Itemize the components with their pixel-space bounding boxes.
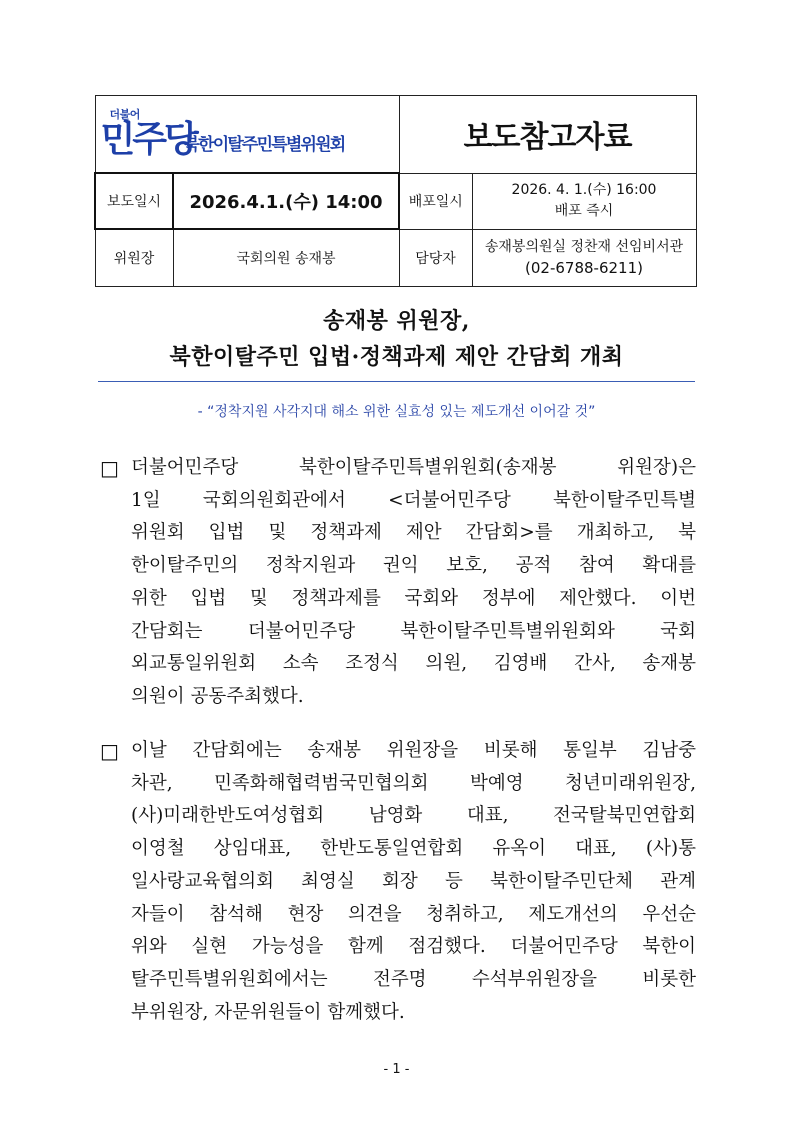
paragraph-line: 위한 입법 및 정책과제를 국회와 정부에 제안했다. 이번	[131, 587, 696, 609]
paragraph-line: 부위원장, 자문위원들이 함께했다.	[131, 1001, 405, 1023]
paragraph-line: 자들이 참석해 현장 의견을 청취하고, 제도개선의 우선순	[131, 903, 696, 925]
distribution-date-value	[472, 173, 696, 229]
checkbox-bullet: □	[100, 456, 119, 480]
paragraph-line: 일사랑교육협의회 최영실 회장 등 북한이탈주민단체 관계	[131, 870, 696, 892]
contact-label: 담당자	[399, 229, 472, 286]
paragraph-line: 의원이 공동주최했다.	[131, 685, 304, 707]
release-date-label: 보도일시	[95, 173, 173, 229]
contact-name: 송재봉의원실 정찬재 선임비서관	[484, 238, 684, 255]
distribution-datetime: 2026. 4. 1.(수) 16:00	[511, 182, 657, 198]
header-table	[94, 95, 697, 287]
document-type: 보도참고자료	[399, 96, 696, 174]
logo-small-text: 더불어	[109, 108, 140, 121]
paragraph-line: 차관, 민족화해협력범국민협의회 박예영 청년미래위원장,	[131, 772, 696, 794]
contact-phone: (02-6788-6211)	[525, 258, 643, 277]
paragraph-line: 한이탈주민의 정착지원과 권익 보호, 공적 참여 확대를	[131, 555, 696, 577]
chair-value: 국회의원 송재봉	[173, 229, 399, 286]
paragraph-line: 위와 실현 가능성을 함께 점검했다. 더불어민주당 북한이	[131, 936, 696, 958]
distribution-note: 배포 즉시	[554, 203, 614, 219]
paragraph-line: 이날 간담회에는 송재봉 위원장을 비롯해 통일부 김남중	[131, 740, 696, 761]
party-logo	[95, 96, 399, 174]
logo-committee-text: 북한이탈주민특별위원회	[183, 135, 345, 155]
paragraph-line: 더불어민주당 북한이탈주민특별위원회(송재봉 위원장)은	[131, 457, 696, 478]
logo-main-text: 민주당	[100, 119, 196, 160]
paragraph-line: 1일 국회의원회관에서 <더불어민주당 북한이탈주민특별	[131, 489, 696, 511]
paragraph-line: 위원회 입법 및 정책과제 제안 간담회>를 개최하고, 북	[131, 522, 696, 544]
paragraph-line: 외교통일위원회 소속 조정식 의원, 김영배 간사, 송재봉	[131, 653, 696, 675]
distribution-date-label: 배포일시	[399, 173, 472, 229]
paragraph-line: 이영철 상임대표, 한반도통일연합회 유옥이 대표, (사)통	[131, 838, 696, 860]
contact-value	[472, 229, 696, 286]
page-number: - 1 -	[383, 1062, 410, 1077]
release-date-value: 2026.4.1.(수) 14:00	[173, 173, 399, 229]
paragraph-2	[100, 735, 696, 1029]
divider	[98, 381, 695, 382]
paragraph-line: 간담회는 더불어민주당 북한이탈주민특별위원회와 국회	[131, 620, 696, 642]
headline-line-1: 송재봉 위원장,	[323, 308, 470, 334]
paragraph-line: 탈주민특별위원회에서는 전주명 수석부위원장을 비롯한	[131, 968, 696, 990]
paragraph-1	[100, 452, 696, 714]
checkbox-bullet: □	[100, 739, 119, 763]
paragraph-line: (사)미래한반도여성협회 남영화 대표, 전국탈북민연합회	[131, 805, 696, 827]
headline-line-2: 북한이탈주민 입법·정책과제 제안 간담회 개최	[169, 344, 624, 370]
chair-label: 위원장	[95, 229, 173, 286]
subheadline: - “정착지원 사각지대 해소 위한 실효성 있는 제도개선 이어갈 것”	[197, 404, 596, 420]
